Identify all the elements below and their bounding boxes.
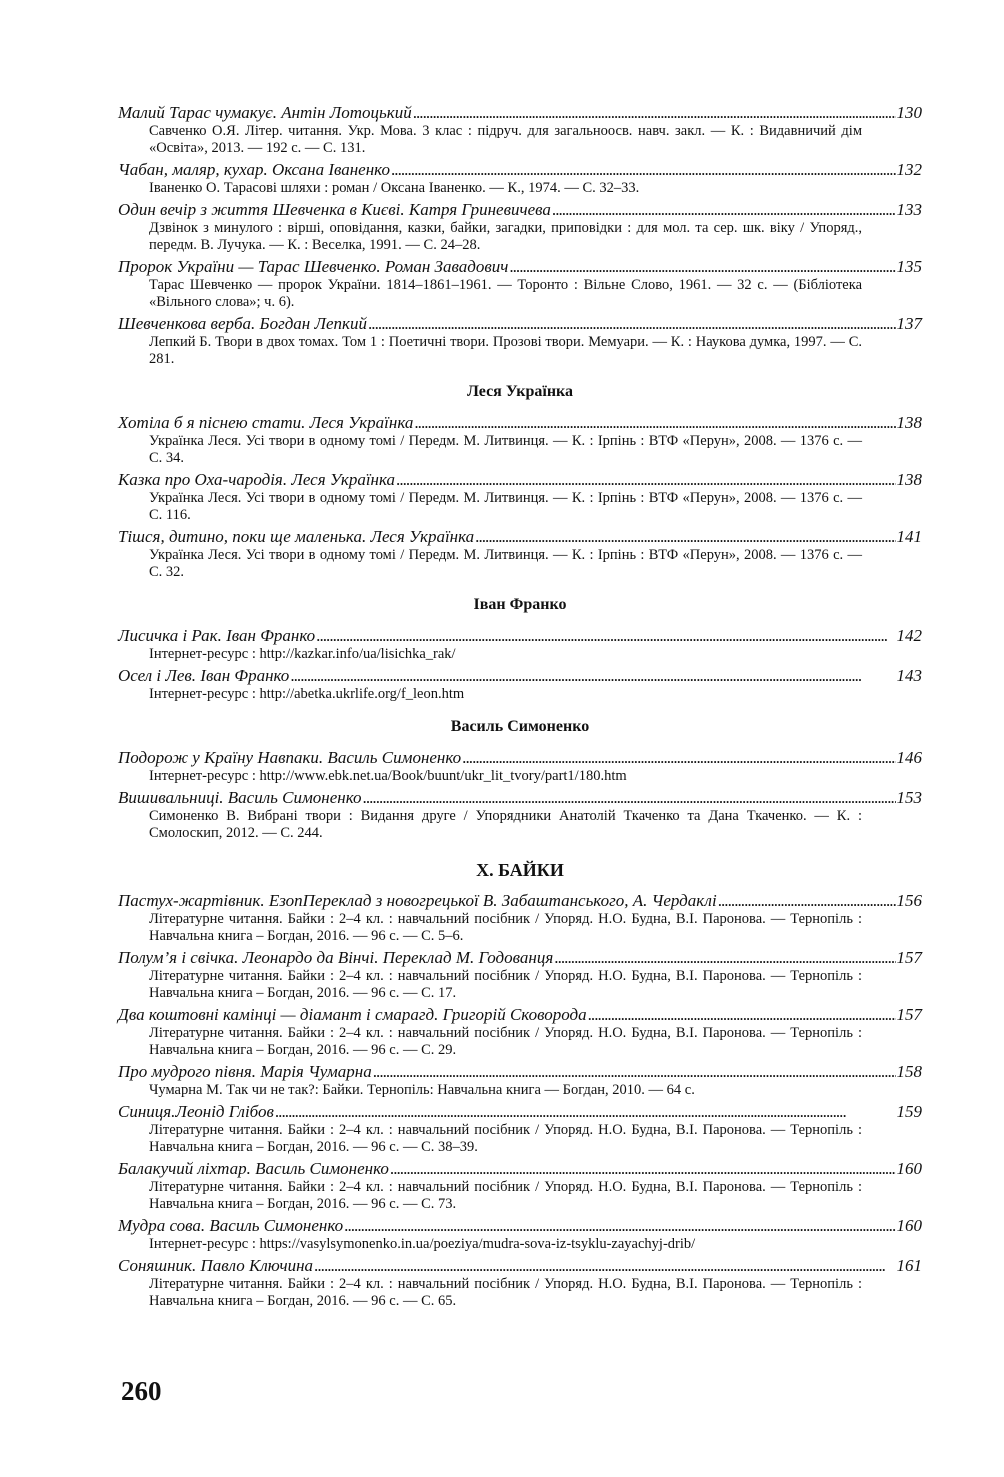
entry-source: Іваненко О. Тарасові шляхи : роман / Оксана Іваненко. — К., 1974. — С. 32–33. (149, 180, 640, 196)
toc-entry (118, 1256, 922, 1310)
entry-title: Мудра сова. Василь Симоненко (118, 1216, 344, 1235)
dot-leader (390, 1159, 896, 1179)
dot-leader (413, 103, 896, 123)
entry-page-number: 146 (896, 748, 922, 767)
dot-leader (368, 314, 896, 334)
section-heading: X. БАЙКИ (476, 860, 564, 880)
section-heading: Василь Симоненко (450, 718, 590, 735)
entry-source: Літературне читання. Байки : 2–4 кл. : навчальний посібник / Упоряд. Н.О. Будна, В.І. Паронова. — Тернопіль : Навчальна книга – Богдан, 2016. — 96 с. — С. 29. (149, 1025, 862, 1058)
entry-page-number: 159 (896, 1102, 922, 1121)
dot-leader (373, 1062, 896, 1082)
entry-title: Чабан, маляр, кухар. Оксана Іваненко (118, 160, 390, 179)
entry-title-line (118, 1216, 922, 1236)
entry-title-line (118, 788, 922, 808)
dot-leader (588, 1005, 896, 1025)
dot-leader (314, 1256, 895, 1276)
entry-title: Соняшник. Павло Ключина (118, 1256, 314, 1275)
toc-entry (118, 160, 922, 197)
entry-source: Симоненко В. Вибрані твори : Видання друге / Упорядники Анатолій Ткаченко та Дана Ткаченко. — К. : Смолоскип, 2012. — С. 244. (149, 808, 862, 841)
page-number: 260 (121, 1376, 162, 1406)
entry-source: Інтернет-ресурс : http://abetka.ukrlife.org/f_leon.htm (149, 686, 465, 702)
entry-source: Інтернет-ресурс : http://kazkar.info/ua/lisichka_rak/ (149, 646, 456, 662)
entry-title-line (118, 1102, 922, 1122)
entry-title: Хотіла б я піснею стати. Леся Українка (118, 413, 414, 432)
entry-page-number: 158 (896, 1062, 922, 1081)
entry-page-number: 132 (896, 160, 922, 179)
entry-title: Один вечір з життя Шевченка в Києві. Катря Гриневичева (118, 200, 551, 219)
entry-title-line (118, 314, 922, 334)
toc-entry (118, 748, 922, 785)
entry-source: Літературне читання. Байки : 2–4 кл. : навчальний посібник / Упоряд. Н.О. Будна, В.І. Паронова. — Тернопіль : Навчальна книга – Богдан, 2016. — 96 с. — С. 73. (149, 1179, 862, 1212)
section-heading: Леся Українка (466, 383, 574, 400)
dot-leader (363, 788, 896, 808)
entry-title: Малий Тарас чумакує. Антін Лотоцький (118, 103, 412, 122)
dot-leader (316, 626, 895, 646)
entry-page-number: 142 (896, 626, 922, 645)
entry-title-line (118, 413, 922, 433)
toc-entry (118, 257, 922, 311)
entry-source: Літературне читання. Байки : 2–4 кл. : навчальний посібник / Упоряд. Н.О. Будна, В.І. Паронова. — Тернопіль : Навчальна книга – Богдан, 2016. — 96 с. — С. 65. (149, 1276, 862, 1309)
toc-entry (118, 200, 922, 254)
dot-leader (509, 257, 895, 277)
entry-title-line (118, 626, 922, 646)
toc-entry (118, 103, 922, 157)
dot-leader (344, 1216, 895, 1236)
dot-leader (554, 948, 895, 968)
dot-leader (718, 891, 896, 911)
entry-source: Чумарна М. Так чи не так?: Байки. Тернопіль: Навчальна книга — Богдан, 2010. — 64 с. (149, 1082, 695, 1098)
entry-source: Літературне читання. Байки : 2–4 кл. : навчальний посібник / Упоряд. Н.О. Будна, В.І. Паронова. — Тернопіль : Навчальна книга – Богдан, 2016. — 96 с. — С. 17. (149, 968, 862, 1001)
entry-source: Дзвінок з минулого : вірші, оповідання, казки, байки, загадки, приповідки : для мол. та сер. шк. віку / Упоряд., передм. В. Лучука. — К. : Веселка, 1991. — С. 24–28. (149, 220, 862, 253)
entry-title: Пророк України — Тарас Шевченко. Роман Завадович (118, 257, 509, 276)
entry-title-line (118, 1159, 922, 1179)
entry-source: Савченко О.Я. Літер. читання. Укр. Мова. 3 клас : підруч. для загальноосв. навч. закл. — К. : Видавничий дім «Освіта», 2013. — 192 с. — С. 131. (149, 123, 862, 156)
section-heading: Іван Франко (473, 596, 567, 613)
entry-title-line (118, 1256, 922, 1276)
entry-source: Українка Леся. Усі твори в одному томі / Передм. М. Литвинця. — К. : Ірпінь : ВТФ «Перун», 2008. — 1376 с. — С. 116. (149, 490, 862, 523)
dot-leader (290, 666, 895, 686)
entry-page-number: 160 (896, 1216, 922, 1235)
entry-source: Тарас Шевченко — пророк України. 1814–1861–1961. — Торонто : Вільне Слово, 1961. — 32 с. — (Бібліотека «Вільного слова»; ч. 6). (149, 277, 862, 310)
toc-entry (118, 470, 922, 524)
entry-page-number: 137 (896, 314, 922, 333)
entry-title: Казка про Оха-чародія. Леся Українка (118, 470, 396, 489)
entry-page-number: 130 (896, 103, 922, 122)
toc-entry (118, 1005, 922, 1059)
toc-entry (118, 788, 922, 842)
entry-title-line (118, 527, 922, 547)
toc-entry (118, 1102, 922, 1156)
toc-entry (118, 314, 922, 368)
entry-title-line (118, 891, 922, 911)
dot-leader (414, 413, 895, 433)
entry-title-line (118, 200, 922, 220)
toc-entry (118, 666, 922, 703)
entry-page-number: 141 (896, 527, 922, 546)
dot-leader (275, 1102, 896, 1122)
entry-title: Синиця.Леонід Глібов (118, 1102, 274, 1121)
entry-title: Про мудрого півня. Марія Чумарна (118, 1062, 372, 1081)
entry-page-number: 153 (896, 788, 922, 807)
entry-title: Балакучий ліхтар. Василь Симоненко (118, 1159, 389, 1178)
entry-page-number: 157 (896, 948, 922, 967)
entry-title: Лисичка і Рак. Іван Франко (118, 626, 316, 645)
entry-page-number: 135 (896, 257, 922, 276)
entry-title-line (118, 103, 922, 123)
entry-title: Шевченкова верба. Богдан Лепкий (118, 314, 367, 333)
entry-title-line (118, 160, 922, 180)
dot-leader (475, 527, 895, 547)
toc-entry (118, 413, 922, 467)
entry-source: Інтернет-ресурс : https://vasylsymonenko.in.ua/poeziya/mudra-sova-iz-tsyklu-zayachyj-drib/ (149, 1236, 696, 1252)
dot-leader (396, 470, 895, 490)
entry-source: Українка Леся. Усі твори в одному томі / Передм. М. Литвинця. — К. : Ірпінь : ВТФ «Перун», 2008. — 1376 с. — С. 34. (149, 433, 862, 466)
entry-page-number: 160 (896, 1159, 922, 1178)
entry-title-line (118, 666, 922, 686)
entry-title-line (118, 1062, 922, 1082)
entry-source: Лепкий Б. Твори в двох томах. Том 1 : Поетичні твори. Прозові твори. Мемуари. — К. : Наукова думка, 1997. — С. 281. (149, 334, 862, 367)
toc-entry (118, 527, 922, 581)
entry-source: Інтернет-ресурс : http://www.ebk.net.ua/Book/buunt/ukr_lit_tvory/part1/180.htm (149, 768, 627, 784)
entry-page-number: 138 (896, 470, 922, 489)
entry-title-line (118, 1005, 922, 1025)
entry-title: Осел і Лев. Іван Франко (118, 666, 290, 685)
toc-entry (118, 891, 922, 945)
entry-page-number: 157 (896, 1005, 922, 1024)
entry-title: Два коштовні камінці — діамант і смарагд. Григорій Сковорода (118, 1005, 587, 1024)
toc-entry (118, 948, 922, 1002)
dot-leader (552, 200, 896, 220)
dot-leader (462, 748, 895, 768)
entry-page-number: 133 (896, 200, 922, 219)
entry-title: Подорож у Країну Навпаки. Василь Симоненко (118, 748, 462, 767)
entry-title-line (118, 470, 922, 490)
entry-page-number: 161 (896, 1256, 922, 1275)
entry-title-line (118, 748, 922, 768)
entry-title-line (118, 948, 922, 968)
toc-entry (118, 1062, 922, 1099)
entry-source: Літературне читання. Байки : 2–4 кл. : навчальний посібник / Упоряд. Н.О. Будна, В.І. Паронова. — Тернопіль : Навчальна книга – Богдан, 2016. — 96 с. — С. 38–39. (149, 1122, 862, 1155)
table-of-contents (118, 103, 922, 1313)
entry-page-number: 138 (896, 413, 922, 432)
entry-page-number: 143 (896, 666, 922, 685)
entry-title: Вишивальниці. Василь Симоненко (118, 788, 362, 807)
entry-source: Українка Леся. Усі твори в одному томі / Передм. М. Литвинця. — К. : Ірпінь : ВТФ «Перун», 2008. — 1376 с. — С. 32. (149, 547, 862, 580)
entry-title-line (118, 257, 922, 277)
entry-title: Тішся, дитино, поки ще маленька. Леся Українка (118, 527, 475, 546)
toc-entry (118, 1159, 922, 1213)
toc-entry (118, 626, 922, 663)
toc-entry (118, 1216, 922, 1253)
entry-page-number: 156 (896, 891, 922, 910)
entry-source: Літературне читання. Байки : 2–4 кл. : навчальний посібник / Упоряд. Н.О. Будна, В.І. Паронова. — Тернопіль : Навчальна книга – Богдан, 2016. — 96 с. — С. 5–6. (149, 911, 862, 944)
dot-leader (391, 160, 896, 180)
entry-title: Полум’я і свічка. Леонардо да Вінчі. Переклад М. Годованця (118, 948, 554, 967)
entry-title: Пастух-жартівник. ЕзопПереклад з новогрецької В. Забаштанського, А. Чердаклі (118, 891, 717, 910)
